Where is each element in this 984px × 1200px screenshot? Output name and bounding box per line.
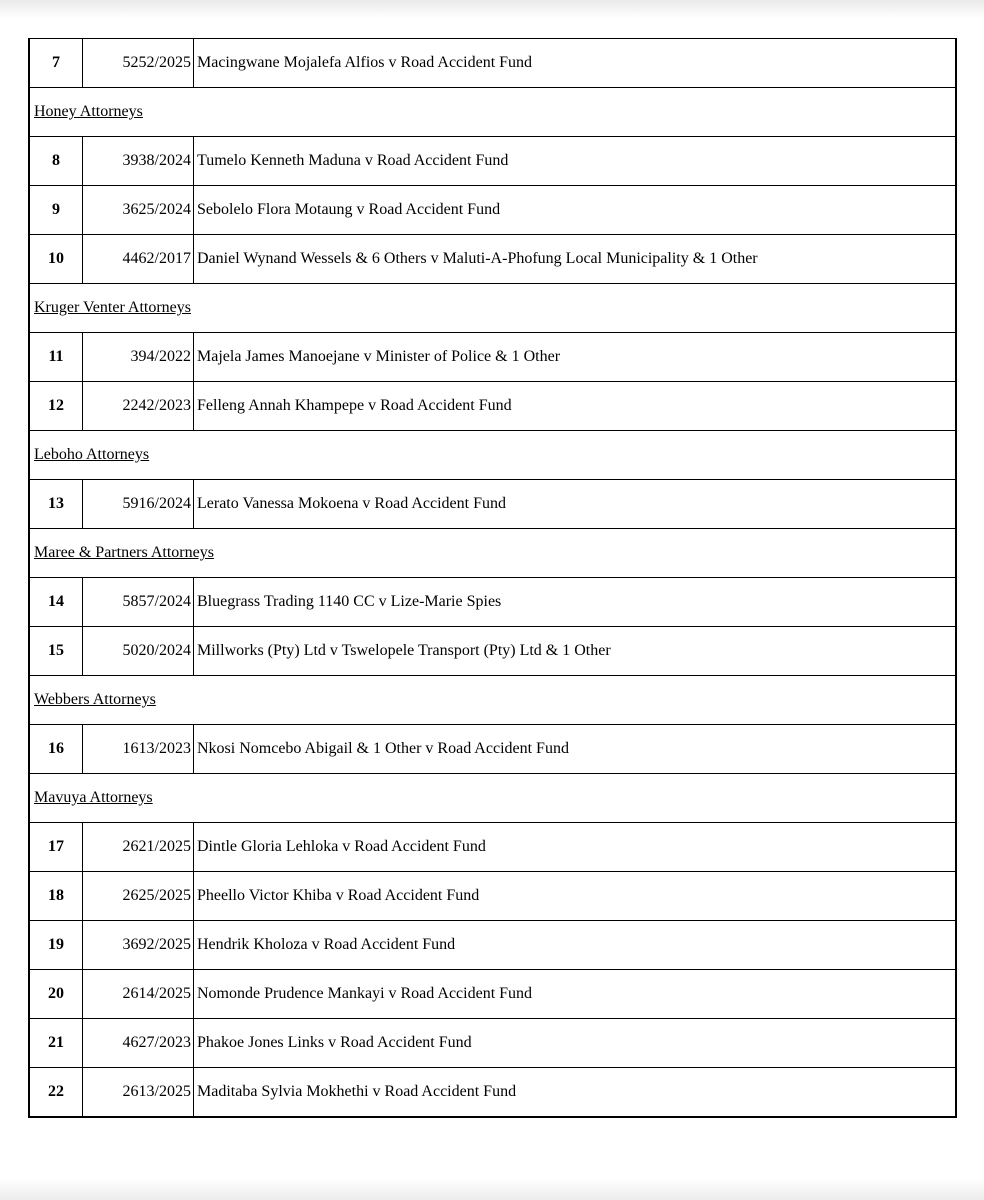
firm-name: Leboho Attorneys [34,446,150,463]
case-row [29,235,956,284]
firm-header-row [29,284,956,333]
case-number: 5020/2024 [83,627,194,676]
case-title: Maditaba Sylvia Mokhethi v Road Accident Fund [194,1068,957,1118]
firm-name: Kruger Venter Attorneys [34,299,191,316]
row-number: 18 [29,872,83,921]
case-number: 1613/2023 [83,725,194,774]
case-title: Macingwane Mojalefa Alfios v Road Accident Fund [194,39,957,88]
row-number: 11 [29,333,83,382]
firm-header-row [29,529,956,578]
firm-name-cell [29,431,956,480]
case-title: Tumelo Kenneth Maduna v Road Accident Fund [194,137,957,186]
firm-name: Maree & Partners Attorneys [34,544,214,561]
case-title: Millworks (Pty) Ltd v Tswelopele Transport (Pty) Ltd & 1 Other [194,627,957,676]
firm-name-cell [29,88,956,137]
case-title: Nkosi Nomcebo Abigail & 1 Other v Road Accident Fund [194,725,957,774]
firm-header-row [29,88,956,137]
case-title: Pheello Victor Khiba v Road Accident Fund [194,872,957,921]
case-row [29,382,956,431]
page-top-shadow [0,0,984,18]
case-row [29,333,956,382]
case-title: Lerato Vanessa Mokoena v Road Accident Fund [194,480,957,529]
case-title: Felleng Annah Khampepe v Road Accident Fund [194,382,957,431]
row-number: 19 [29,921,83,970]
case-row [29,480,956,529]
case-row [29,627,956,676]
row-number: 21 [29,1019,83,1068]
case-number: 2614/2025 [83,970,194,1019]
row-number: 14 [29,578,83,627]
case-number: 3692/2025 [83,921,194,970]
row-number: 8 [29,137,83,186]
case-number: 3938/2024 [83,137,194,186]
case-row [29,872,956,921]
firm-name: Honey Attorneys [34,103,143,120]
firm-header-row [29,774,956,823]
case-title: Dintle Gloria Lehloka v Road Accident Fund [194,823,957,872]
row-number: 16 [29,725,83,774]
case-row [29,39,956,88]
row-number: 15 [29,627,83,676]
case-title: Phakoe Jones Links v Road Accident Fund [194,1019,957,1068]
court-roll-table [28,38,957,1118]
row-number: 17 [29,823,83,872]
case-title: Daniel Wynand Wessels & 6 Others v Maluti-A-Phofung Local Municipality & 1 Other [194,235,957,284]
firm-name-cell [29,284,956,333]
court-roll-body [29,39,956,1118]
case-row [29,921,956,970]
page-bottom-shadow [0,1178,984,1200]
case-number: 2625/2025 [83,872,194,921]
firm-name-cell [29,676,956,725]
case-row [29,137,956,186]
firm-name-cell [29,774,956,823]
case-row [29,823,956,872]
case-row [29,1019,956,1068]
case-title: Hendrik Kholoza v Road Accident Fund [194,921,957,970]
row-number: 10 [29,235,83,284]
row-number: 20 [29,970,83,1019]
case-number: 2621/2025 [83,823,194,872]
case-title: Majela James Manoejane v Minister of Police & 1 Other [194,333,957,382]
firm-header-row [29,431,956,480]
row-number: 12 [29,382,83,431]
case-row [29,970,956,1019]
firm-name: Mavuya Attorneys [34,789,153,806]
case-row [29,186,956,235]
firm-name: Webbers Attorneys [34,691,156,708]
firm-header-row [29,676,956,725]
row-number: 7 [29,39,83,88]
case-number: 5916/2024 [83,480,194,529]
case-title: Nomonde Prudence Mankayi v Road Accident Fund [194,970,957,1019]
case-number: 4627/2023 [83,1019,194,1068]
case-title: Sebolelo Flora Motaung v Road Accident Fund [194,186,957,235]
case-number: 2613/2025 [83,1068,194,1118]
case-number: 2242/2023 [83,382,194,431]
case-title: Bluegrass Trading 1140 CC v Lize-Marie Spies [194,578,957,627]
firm-name-cell [29,529,956,578]
case-row [29,578,956,627]
case-number: 394/2022 [83,333,194,382]
case-number: 5252/2025 [83,39,194,88]
row-number: 9 [29,186,83,235]
row-number: 13 [29,480,83,529]
case-number: 4462/2017 [83,235,194,284]
case-row [29,1068,956,1118]
case-number: 3625/2024 [83,186,194,235]
case-number: 5857/2024 [83,578,194,627]
case-row [29,725,956,774]
row-number: 22 [29,1068,83,1118]
